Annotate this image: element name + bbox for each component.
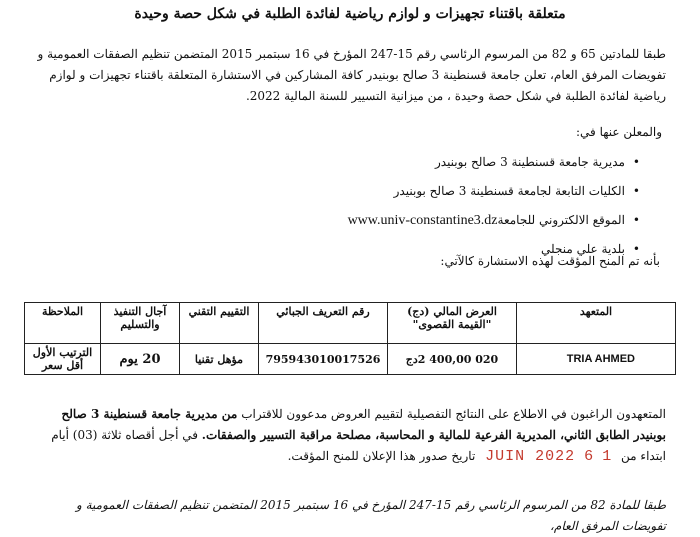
cell-deadline: 20 يوم	[101, 344, 180, 375]
channels-list	[342, 148, 640, 264]
list-item: • بلدية علي منجلي	[342, 235, 640, 264]
result-lead: بأنه تم المنح المؤقت لهذه الاستشارة كالآتي:	[440, 254, 660, 268]
col-technical: التقييم التقني	[180, 303, 259, 344]
cell-technical: مؤهل تقنيا	[180, 344, 259, 375]
contact-office: من مديرية جامعة قسنطينة 3 صالح بوبنيدر الطابق الثاني، المديرية الفرعية للمالية و المحاسبة، مصلحة مراقبة التسيير والصفقات.	[61, 407, 666, 442]
table-row	[25, 344, 676, 375]
footer-reference: طبقا للمادة 82 من المرسوم الرئاسي رقم 15-247 المؤرخ في 16 سبتمبر 2015 المتضمن تنظيم الصفقات العمومية و تفويضات المرفق العام،	[76, 498, 666, 533]
col-tax-id: رقم التعريف الجبائي	[259, 303, 388, 344]
col-bidder: المتعهد	[517, 303, 676, 344]
table-header-row	[25, 303, 676, 344]
list-item: • الكليات التابعة لجامعة قسنطينة 3 صالح بوبنيدر	[342, 177, 640, 206]
list-item: • مديرية جامعة قسنطينة 3 صالح بوبنيدر	[342, 148, 640, 177]
cell-amount: 020 400,00 2دج	[388, 344, 517, 375]
cell-bidder: TRIA AHMED	[517, 344, 676, 375]
announced-to-label: والمعلن عنها في:	[576, 125, 662, 139]
closing-paragraph: المتعهدون الراغبون في الاطلاع على النتائج التفصيلية لتقييم العروض مدعوون للاقتراب من مديرية جامعة قسنطينة 3 صالح بوبنيدر الطابق الثاني، المديرية الفرعية للمالية و المحاسبة، مصلحة مراقبة التسيير والصفقات. في أجل أقصاه ثلاثة (03) أيام ابتداء من 1 6 JUIN 2022 تاريخ صدور هذا الإعلان للمنح المؤقت.	[51, 407, 666, 465]
cell-tax-id: 795943010017526	[259, 344, 388, 375]
list-item: • الموقع الالكتروني للجامعةwww.univ-constantine3.dz	[342, 206, 640, 235]
intro-paragraph: طبقا للمادتين 65 و 82 من المرسوم الرئاسي رقم 15-247 المؤرخ في 16 سبتمبر 2015 المتضمن تنظيم الصفقات العمومية و تفويضات المرفق العام، تعلن جامعة قسنطينة 3 صالح بوبنيدر كافة المشاركين في الاستشارة المتعلقة باقتناء تجهيزات و لوازم رياضية لفائدة الطلبة في شكل حصة وحيدة ، من ميزانية التسيير للسنة المالية 2022.	[37, 47, 666, 103]
notice-title: متعلقة باقتناء تجهيزات و لوازم رياضية لفائدة الطلبة في شكل حصة وحيدة	[134, 6, 566, 22]
website-link[interactable]: www.univ-constantine3.dz	[347, 213, 498, 228]
col-amount: العرض المالي (دج) "القيمة القصوى"	[388, 303, 517, 344]
date-stamp: 1 6 JUIN 2022	[485, 448, 612, 465]
col-deadline: آجال التنفيذ والتسليم	[101, 303, 180, 344]
cell-notes: الترتيب الأول أقل سعر	[25, 344, 101, 375]
col-notes: الملاحظة	[25, 303, 101, 344]
award-table	[24, 302, 676, 375]
